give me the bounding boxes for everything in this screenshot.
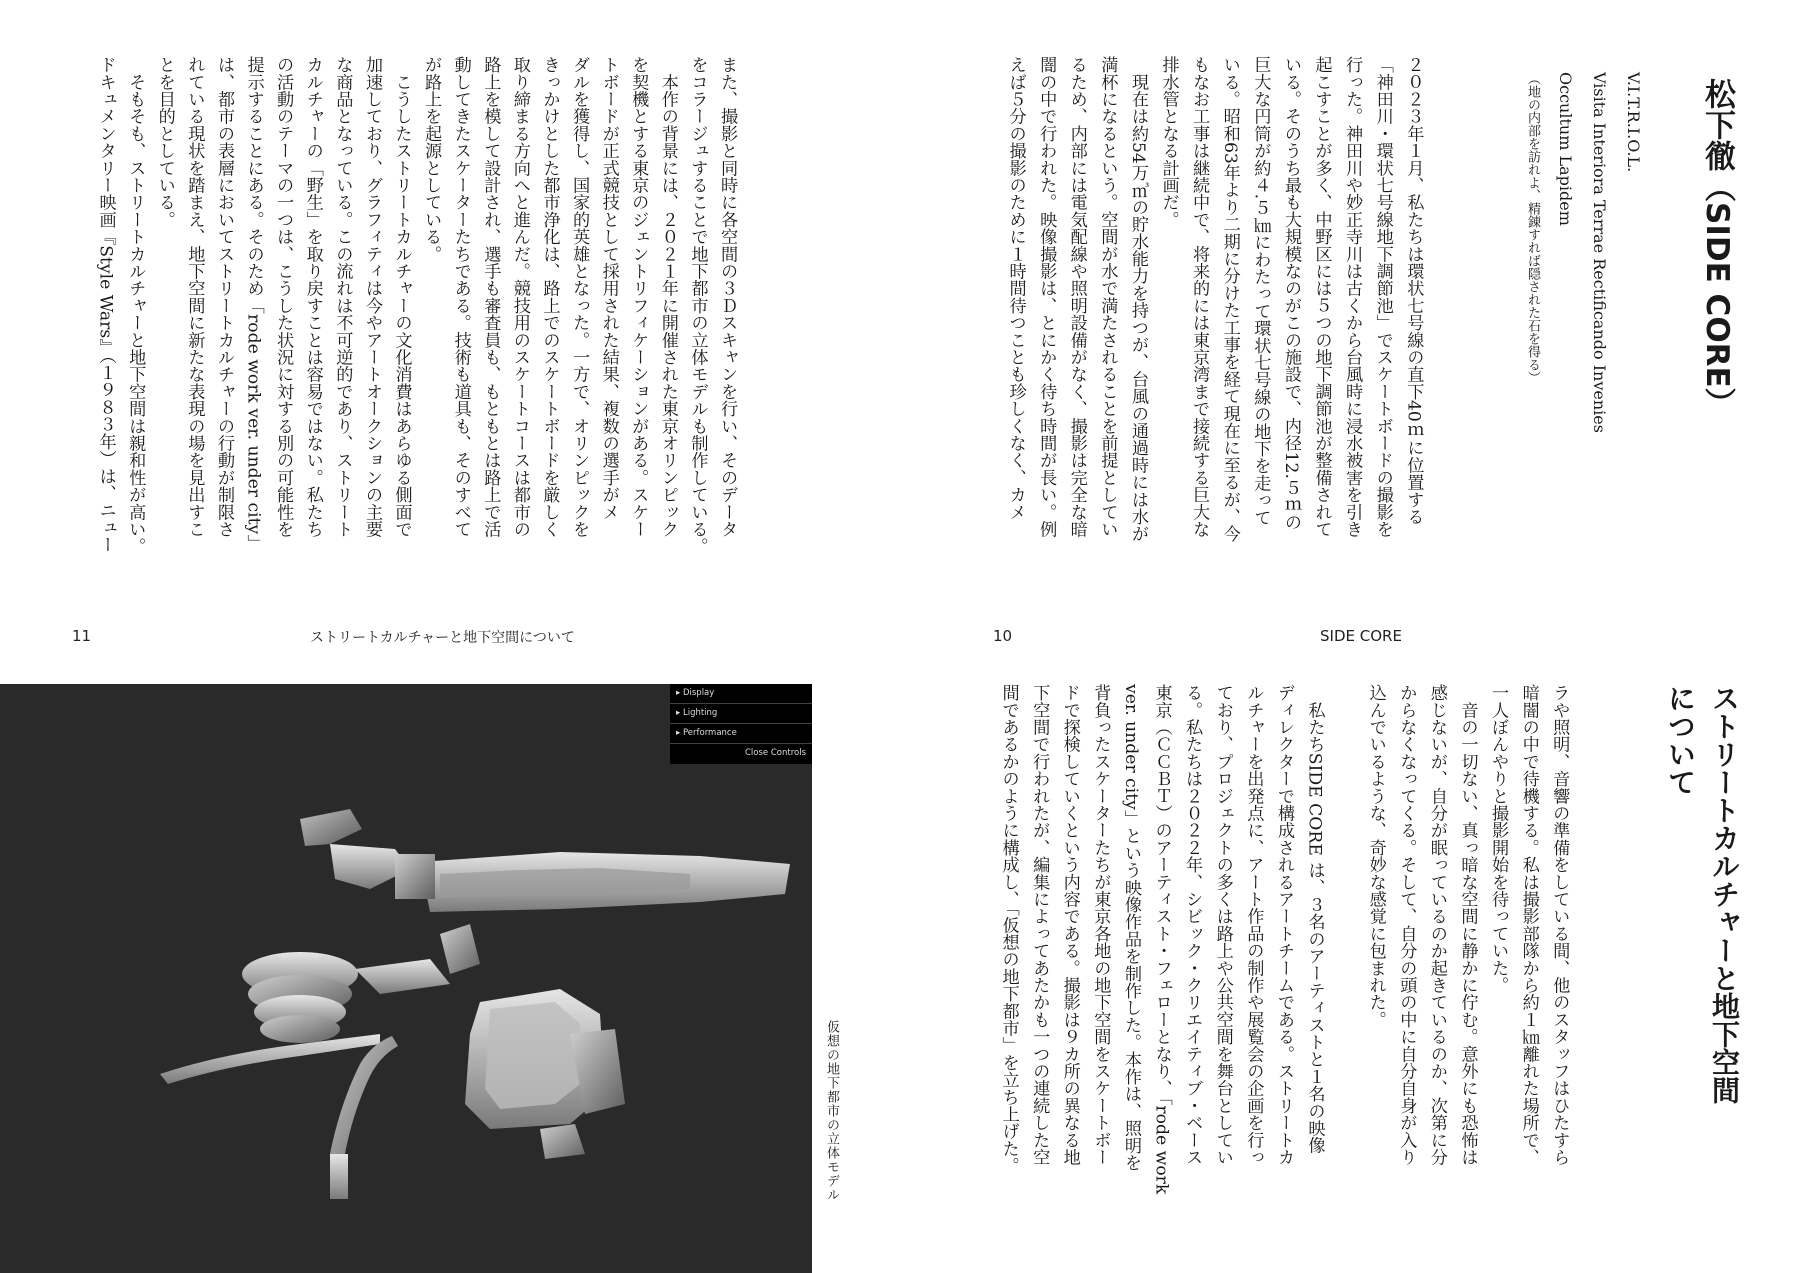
epigraph-line: Occultum Lapidem: [1556, 72, 1575, 226]
viewer-controls-panel: [670, 684, 812, 764]
epigraph-line: Visita Interiora Terrae Rectificando Invenies: [1590, 72, 1609, 433]
folio-number-left: 11: [72, 627, 92, 645]
section-title: ストリートカルチャーと地下空間 について: [1664, 684, 1741, 1104]
body-text-right-bottom: ラや照明、音響の準備をしている間、他のスタッフはひたすら 暗闇の中で待機する。私は撮影部隊から約１㎞離れた場所で、 一人ぼんやりと撮影開始を待っていた。 音の一切ない、真っ暗な空間に静かに佇む。意外にも恐怖は 感じないが、自分が眠っているのか起きているのか、次第に分 からなくなってくる。そして、自分の頭の中に自分自身が入り 込んでいるような、奇妙な感覚に包まれた。 私たちSIDE CORE は、３名のアーティストと１名の映像 ディレクターで構成されるアートチームである。ストリートカ ルチャーを出発点に、アート作品の制作や展覧会の企画を行っ ており、プロジェクトの多くは路上や公共空間を舞台としてい る。私たちは２０２２年、シビック・クリエイティブ・ベース 東京（ＣＣＢＴ）のアーティスト・フェローとなり、「rode work ver. under city」という映像作品を制作した。本作は、照明を 背負ったスケーターたちが東京各地の地下空間をスケートボー ドで探検していくという内容である。撮影は９カ所の異なる地 下空間で行われたが、編集によってあたかも一つの連続した空 間であるかのように構成し、「仮想の地下都市」を立ち上げた。: [998, 684, 1570, 1195]
underground-3d-model: [0, 684, 812, 1273]
control-label: Lighting: [682, 708, 718, 718]
folio-title-right: SIDE CORE: [1320, 627, 1402, 645]
3d-model-viewer[interactable]: [0, 684, 812, 1273]
epigraph: [1500, 72, 1650, 592]
body-text-right-top: ２０２３年１月、私たちは環状七号線の直下40ｍに位置する 「神田川・環状七号線地下調節池」でスケートボードの撮影を 行った。神田川や妙正寺川は古くから台風時に浸水被害を引き 起こすことが多く、中野区には５つの地下調節池が整備されて いる。そのうち最も大規模なのがこの施設で、内径12.５ｍの 巨大な円筒が約４.５㎞にわたって環状七号線の地下を走って いる。昭和63年より二期に分けた工事を経て現在に至るが、今 もなお工事は継続中で、将来的には東京湾まで接続する巨大な 排水管となる計画だ。 現在は約54万㎥の貯水能力を持つが、台風の通過時には水が 満杯になるという。空間が水で満たされることを前提としてい るため、内部には電気配線や照明設備がなく、撮影は完全な暗 闇の中で行われた。映像撮影は、とにかく待ち時間が長い。例 えば５分の撮影のために１時間待つことも珍しくなく、カメ: [1005, 56, 1424, 543]
control-label: Performance: [682, 728, 737, 738]
close-controls-button[interactable]: Close Controls: [744, 748, 806, 758]
body-text-left-top: また、撮影と同時に各空間の３Ｄスキャンを行い、そのデータ をコラージュすることで地下都市の立体モデルも制作している。 本作の背景には、２０２１年に開催された東京オリンピック を契機とする東京のジェントリフィケーションがある。スケー トボードが正式競技として採用された結果、複数の選手がメ ダルを獲得し、国家的英雄となった。一方で、オリンピックを きっかけとした都市浄化は、路上でのスケートボードを厳しく 取り締まる方向へと進んだ。競技用のスケートコースは都市の 路上を模して設計され、選手も審査員も、もともとは路上で活 動してきたスケーターたちである。技術も道具も、そのすべて が路上を起源としている。 こうしたストリートカルチャーの文化消費はあらゆる側面で 加速しており、グラフィティは今やアートオークションの主要 な商品となっている。この流れは不可逆的であり、ストリート カルチャーの「野生」を取り戻すことは容易ではない。私たち の活動のテーマの一つは、こうした状況に対する別の可能性を 提示することにある。そのため「rode work ver. under city」 は、都市の表層においてストリートカルチャーの行動が制限さ れている現状を踏まえ、地下空間に新たな表現の場を見出すこ とを目的としている。 そもそも、ストリートカルチャーと地下空間は親和性が高い。 ドキュメンタリー映画『Style Wars』（１９８３年）は、ニュー: [95, 56, 738, 555]
author-title: 松下徹（SIDE CORE）: [1699, 78, 1735, 419]
display-control[interactable]: ▸ Display: [670, 684, 812, 704]
control-label: Display: [682, 688, 715, 698]
epigraph-line: （地の内部を訪れよ、精錬すれば隠された石を得る）: [1525, 72, 1540, 384]
lighting-control[interactable]: ▸ Lighting: [670, 704, 812, 724]
figure-caption: 仮想の地下都市の立体モデル: [824, 1020, 839, 1202]
performance-control[interactable]: ▸ Performance: [670, 724, 812, 744]
folio-number-right: 10: [993, 627, 1013, 645]
epigraph-line: V.I.T.R.I.O.L.: [1624, 72, 1643, 173]
folio-title-left: ストリートカルチャーと地下空間について: [310, 630, 575, 646]
